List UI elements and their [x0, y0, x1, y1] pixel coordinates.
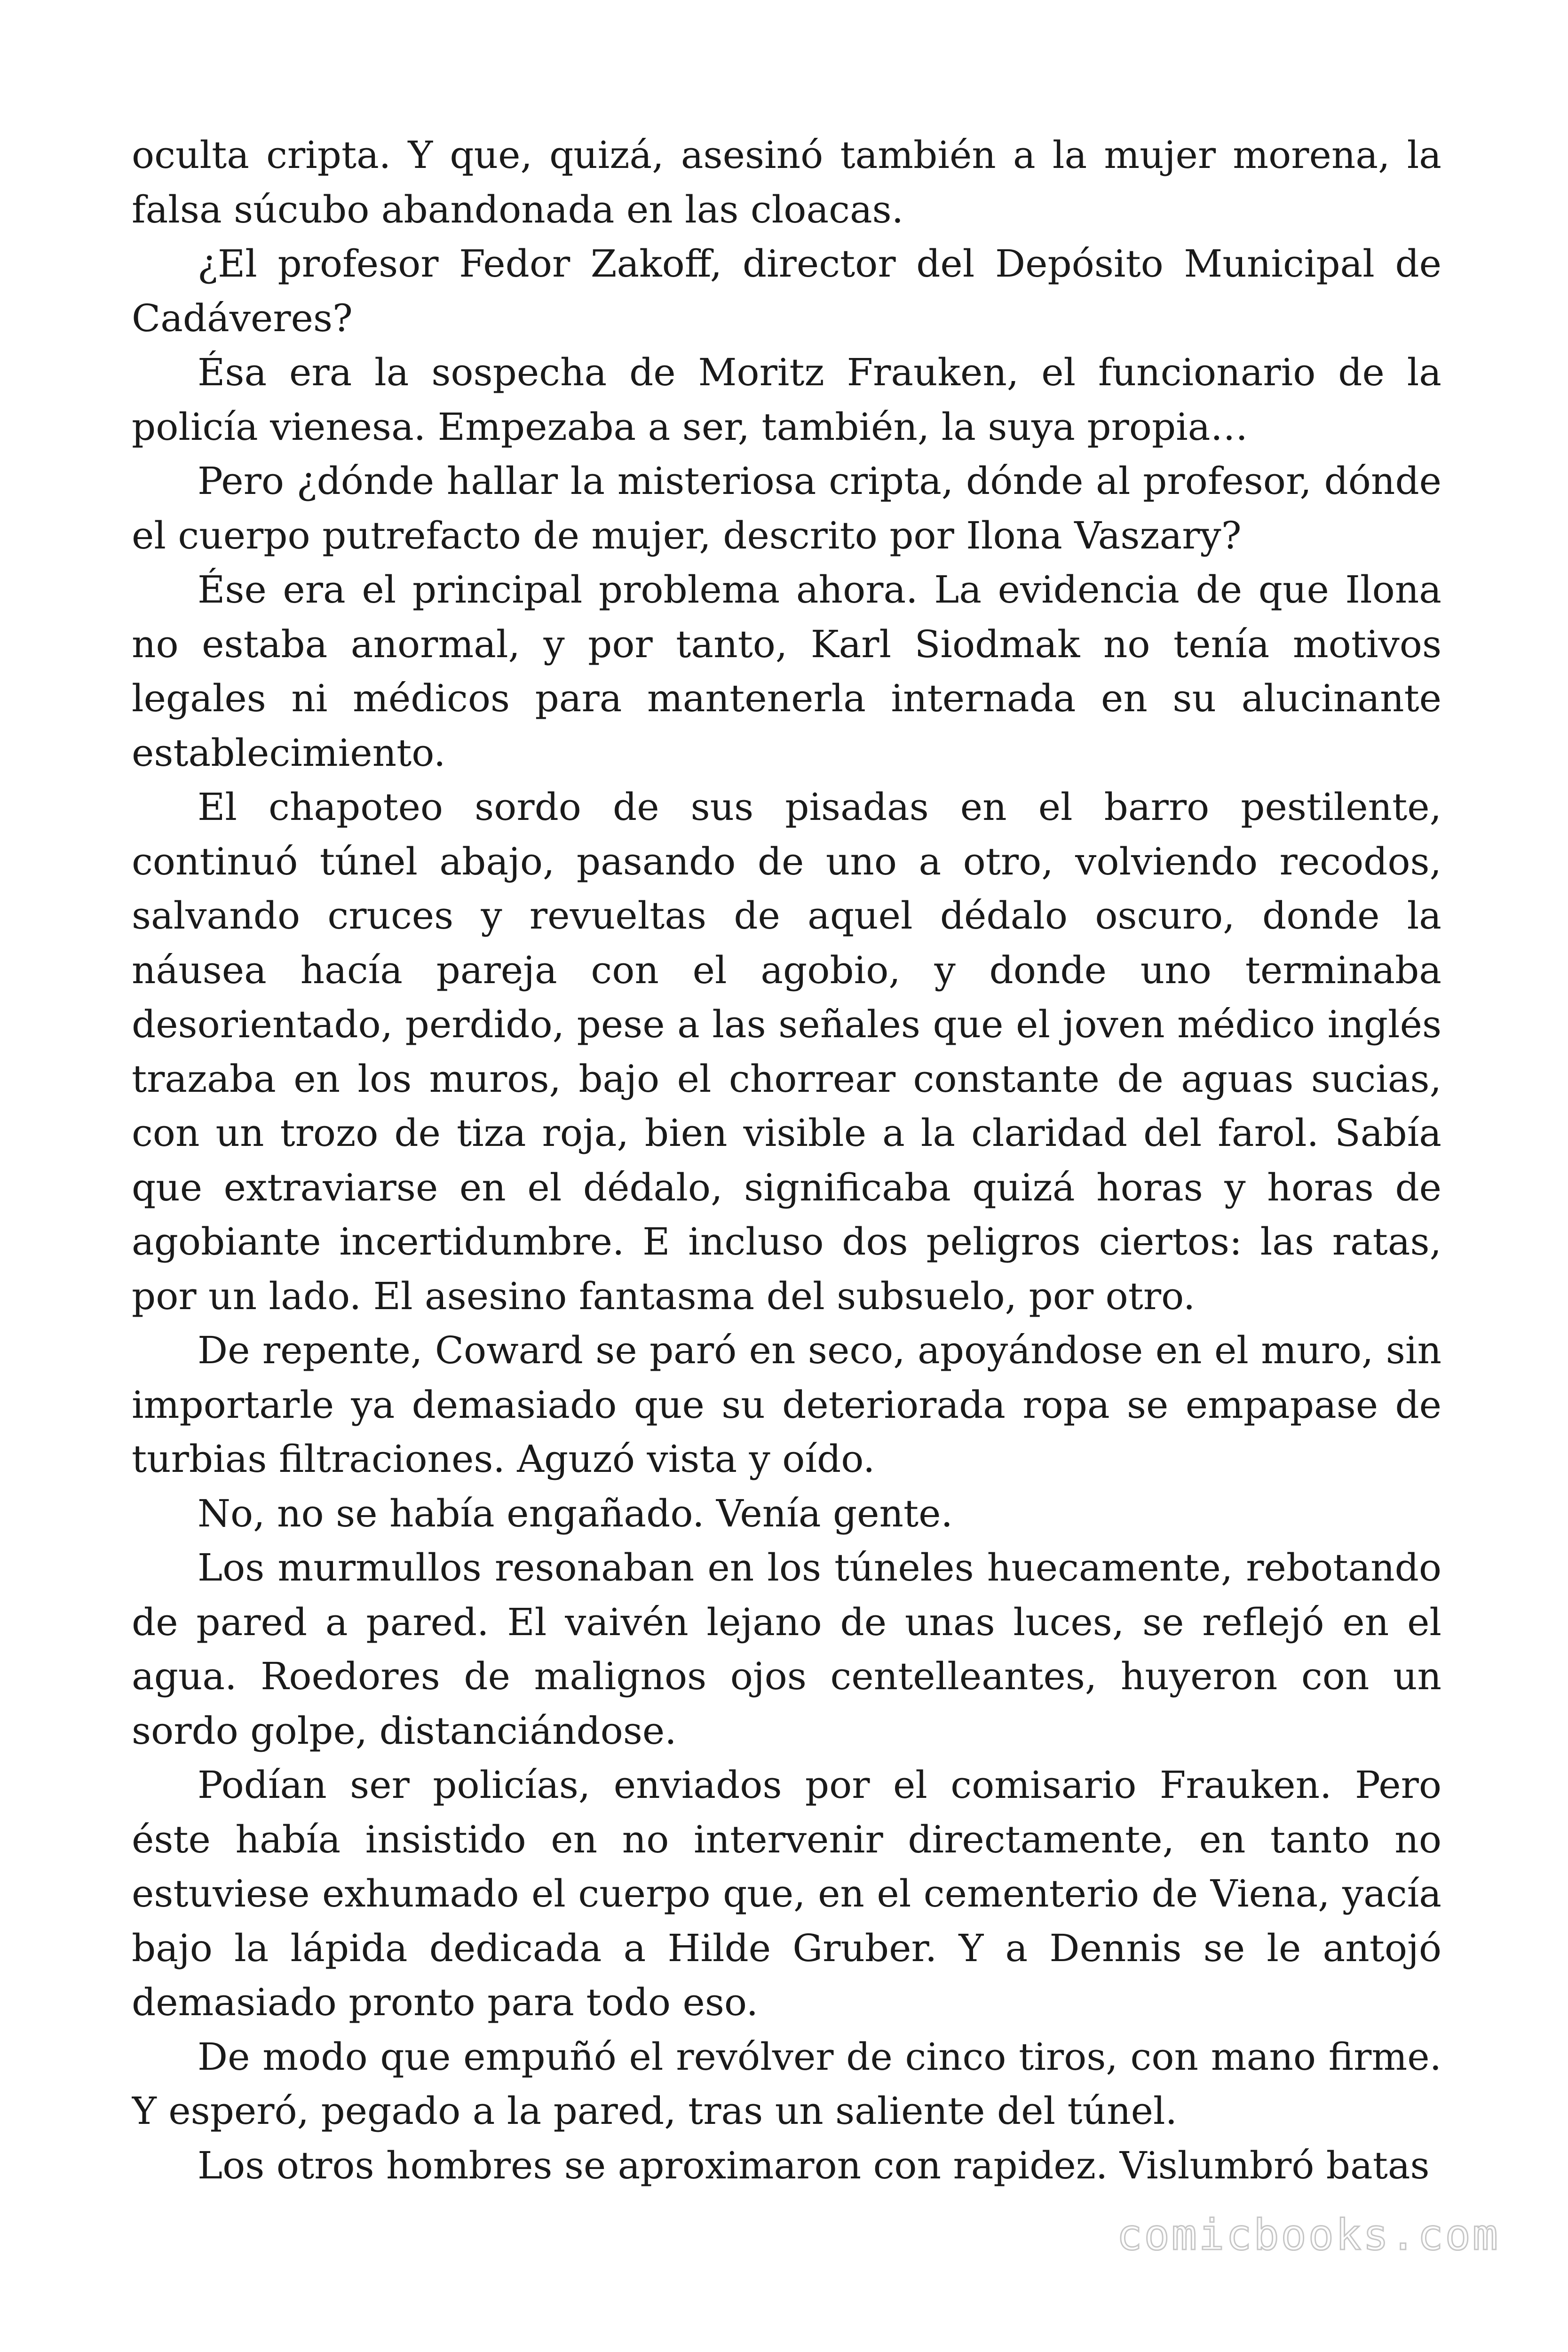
page-body	[132, 128, 1441, 2198]
paragraph: Los murmullos resonaban en los túneles huecamente, rebotando de pared a pared. El vaivén lejano de unas luces, se reflejó en el agua. Roedores de malignos ojos centelleantes, huyeron con un sordo golpe, distanciándose.	[132, 1546, 1441, 1753]
paragraph: De repente, Coward se paró en seco, apoyándose en el muro, sin importarle ya demasiado que su deteriorada ropa se empapase de turbias filtraciones. Aguzó vista y oído.	[132, 1328, 1441, 1481]
paragraph: De modo que empuñó el revólver de cinco tiros, con mano firme. Y esperó, pegado a la pared, tras un saliente del túnel.	[132, 2034, 1441, 2133]
paragraph: El chapoteo sordo de sus pisadas en el barro pestilente, continuó túnel abajo, pasando de uno a otro, volviendo recodos, salvando cruces y revueltas de aquel dédalo oscuro, donde la náusea hacía pareja con el agobio, y donde uno terminaba desorientado, perdido, pese a las señales que el joven médico inglés trazaba en los muros, bajo el chorrear constante de aguas sucias, con un trozo de tiza roja, bien visible a la claridad del farol. Sabía que extraviarse en el dédalo, significaba quizá horas y horas de agobiante incertidumbre. E incluso dos peligros ciertos: las ratas, por un lado. El asesino fantasma del subsuelo, por otro.	[132, 785, 1441, 1318]
watermark: comicbooks.com	[1117, 2210, 1500, 2260]
paragraph: oculta cripta. Y que, quizá, asesinó también a la mujer morena, la falsa súcubo abandonada en las cloacas.	[132, 133, 1441, 231]
paragraph: Pero ¿dónde hallar la misteriosa cripta, dónde al profesor, dónde el cuerpo putrefacto de mujer, descrito por Ilona Vaszary?	[132, 459, 1441, 557]
paragraph: Ésa era la sospecha de Moritz Frauken, el funcionario de la policía vienesa. Empezaba a ser, también, la suya propia…	[132, 350, 1441, 449]
paragraph: Podían ser policías, enviados por el comisario Frauken. Pero éste había insistido en no intervenir directamente, en tanto no estuviese exhumado el cuerpo que, en el cementerio de Viena, yacía bajo la lápida dedicada a Hilde Gruber. Y a Dennis se le antojó demasiado pronto para todo eso.	[132, 1763, 1441, 2024]
paragraph: Los otros hombres se aproximaron con rapidez. Vislumbró batas	[198, 2143, 1430, 2187]
paragraph: No, no se había engañado. Venía gente.	[198, 1491, 953, 1535]
paragraph: ¿El profesor Fedor Zakoff, director del Depósito Municipal de Cadáveres?	[132, 242, 1441, 340]
paragraph: Ése era el principal problema ahora. La evidencia de que Ilona no estaba anormal, y por tanto, Karl Siodmak no tenía motivos legales ni médicos para mantenerla internada en su alucinante establecimiento.	[132, 568, 1441, 775]
